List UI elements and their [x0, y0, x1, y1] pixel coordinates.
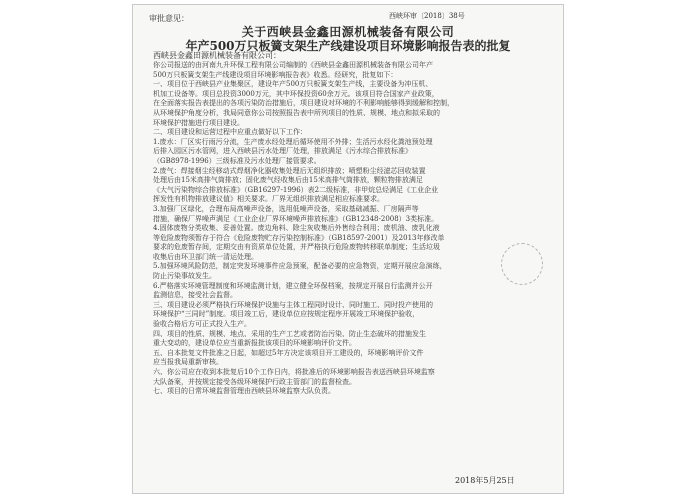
- body-line: 后排入园区污水管网，进入西峡县污水处理厂处理，排放满足《污水综合排放标准》: [153, 147, 412, 156]
- document-title-line2: 年产500万只板簧支架生产线建设项目环境影响报告表的批复: [185, 39, 511, 53]
- body-line: 5.加强环境风险防范，制定突发环境事件应急预案，配备必要的应急物资，定期开展应急演练，: [153, 262, 447, 271]
- scanned-document: [132, 4, 564, 494]
- document-date: 2018年5月25日: [455, 476, 515, 485]
- body-line: 挥发性有机物排放建议值》相关要求。厂界无组织排放满足相应标准要求。: [153, 195, 384, 204]
- body-line: （GB8978-1996）三级标准及污水处理厂接管要求。: [153, 156, 321, 165]
- body-line: 一、项目位于西峡县产业集聚区，建设年产500万只板簧支架生产线，主要设备为冲压机、: [153, 80, 433, 89]
- body-line: 在全面落实报告表提出的各项污染防治措施后，项目建设对环境的不利影响能够得到缓解和控制，: [153, 99, 454, 108]
- body-line: 措施，确保厂界噪声满足《工业企业厂界环境噪声排放标准》（GB12348-2008）3类标准。: [153, 214, 439, 223]
- official-seal-area: [501, 243, 543, 285]
- body-line: 收集后由环卫部门统一清运处理。: [153, 252, 258, 261]
- body-line: 大队备案，并按规定接受各级环境保护行政主管部门的监督检查。: [153, 377, 356, 386]
- body-line: 环境保护措施进行项目建设。: [153, 118, 244, 127]
- body-line: 要求的危废暂存间，定期交由有资质单位处置，并严格执行危险废物转移联单制度；生活垃圾: [153, 243, 440, 252]
- document-title-line1: 关于西峡县金鑫田源机械装备有限公司: [241, 25, 455, 39]
- addressee: 西峡县金鑫田源机械装备有限公司：: [153, 51, 281, 60]
- body-line: 从环境保护角度分析，我局同意你公司按照报告表中所列项目的性质、规模、地点和拟采取的: [153, 108, 440, 117]
- body-line: 3.加强厂区绿化，合理布局高噪声设备，选用低噪声设备，采取基础减振、厂房隔声等: [153, 204, 419, 213]
- body-line: 防止污染事故发生。: [153, 272, 216, 281]
- body-line: 监测信息，接受社会监督。: [153, 291, 237, 300]
- body-line: 等危险废物须暂存于符合《危险废物贮存污染控制标准》（GB18597-2001）及2013年修改单: [153, 233, 445, 242]
- body-line: 重大变动的，建设单位应当重新报批该项目的环境影响评价文件。: [153, 339, 356, 348]
- body-line: 五、自本批复文件批准之日起，如超过5年方决定该项目开工建设的，环境影响评价文件: [153, 348, 424, 357]
- body-line: 二、项目建设和运营过程中应重点做好以下工作：: [153, 128, 307, 137]
- body-line: 你公司报送的由河南九升环保工程有限公司编制的《西峡县金鑫田源机械装备有限公司年产: [153, 61, 433, 69]
- body-text: [153, 61, 545, 397]
- review-opinion-label: 审批意见：: [149, 14, 189, 23]
- body-line: 六、你公司应在收到本批复后10个工作日内，将批准后的环境影响报告表送西峡县环境监察: [153, 368, 435, 376]
- body-line: 应当报我局重新审核。: [153, 358, 223, 367]
- body-line: 1.废水：厂区实行雨污分流，生产废水经处理后循环使用不外排；生活污水经化粪池预处理: [153, 137, 433, 146]
- body-line: 验收合格后方可正式投入生产。: [153, 320, 251, 329]
- body-line: 三、项目建设必须严格执行环境保护设施与主体工程同时设计、同时施工、同时投产使用的: [153, 300, 433, 309]
- body-line: 四、项目的性质、规模、地点、采用的生产工艺或者防治污染、防止生态破坏的措施发生: [153, 329, 426, 338]
- body-line: 七、项目的日常环境监督管理由西峡县环境监察大队负责。: [153, 387, 335, 396]
- body-line: 4.固体废物分类收集、妥善处置。废边角料、除尘灰收集后外售综合利用；废机油、废乳化液: [153, 224, 440, 233]
- body-line: 6.严格落实环境管理制度和环境监测计划，建立健全环保档案，按规定开展自行监测并公开: [153, 281, 433, 290]
- body-line: 500万只板簧支架生产线建设项目环境影响报告表》收悉。经研究，批复如下：: [153, 70, 398, 79]
- body-line: 环境保护“三同时”制度。项目竣工后，建设单位应按规定程序开展竣工环境保护验收，: [153, 310, 420, 319]
- body-line: 《大气污染物综合排放标准》（GB16297-1996）表2二级标准，非甲烷总烃满足《工业企业: [153, 185, 439, 194]
- body-line: 机加工设备等。项目总投资3000万元，其中环保投资60余万元。该项目符合国家产业政策，: [153, 89, 439, 98]
- document-number: 西峡环审〔2018〕38号: [389, 12, 465, 20]
- body-line: 处理后由15米高排气筒排放；固化废气经收集后由15米高排气筒排放，颗粒物排放满足: [153, 176, 423, 185]
- body-line: 2.废气：焊接烟尘经移动式焊烟净化器收集处理后无组织排放；喷塑粉尘经滤芯回收装置: [153, 166, 426, 175]
